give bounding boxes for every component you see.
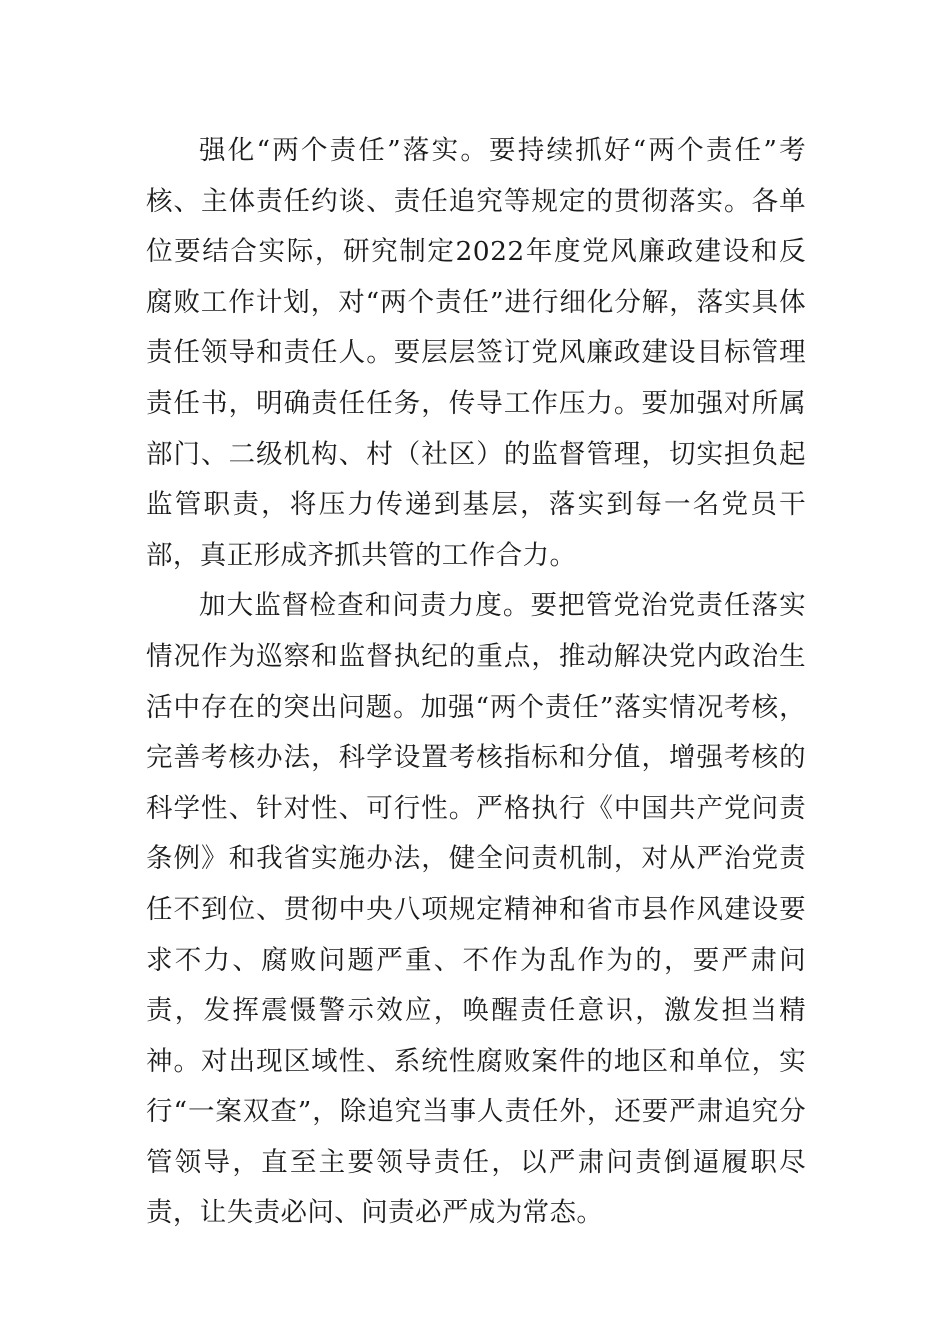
paragraph-responsibility-implementation: 强化“两个责任”落实。要持续抓好“两个责任”考核、主体责任约谈、责任追究等规定的贯彻落实。各单位要结合实际，研究制定2022年度党风廉政建设和反腐败工作计划，对“两个责任”进行细化分解，落实具体责任领导和责任人。要层层签订党风廉政建设目标管理责任书，明确责任任务，传导工作压力。要加强对所属部门、二级机构、村（社区）的监督管理，切实担负起监管职责，将压力传递到基层，落实到每一名党员干部，真正形成齐抓共管的工作合力。 (146, 135, 806, 571)
document-body (146, 126, 806, 1239)
paragraph-supervision-accountability: 加大监督检查和问责力度。要把管党治党责任落实情况作为巡察和监督执纪的重点，推动解决党内政治生活中存在的突出问题。加强“两个责任”落实情况考核，完善考核办法，科学设置考核指标和分值，增强考核的科学性、针对性、可行性。严格执行《中国共产党问责条例》和我省实施办法，健全问责机制，对从严治党责任不到位、贯彻中央八项规定精神和省市县作风建设要求不力、腐败问题严重、不作为乱作为的，要严肃问责，发挥震慑警示效应，唤醒责任意识，激发担当精神。对出现区域性、系统性腐败案件的地区和单位，实行“一案双查”，除追究当事人责任外，还要严肃追究分管领导，直至主要领导责任，以严肃问责倒逼履职尽责，让失责必问、问责必严成为常态。 (146, 590, 806, 1229)
